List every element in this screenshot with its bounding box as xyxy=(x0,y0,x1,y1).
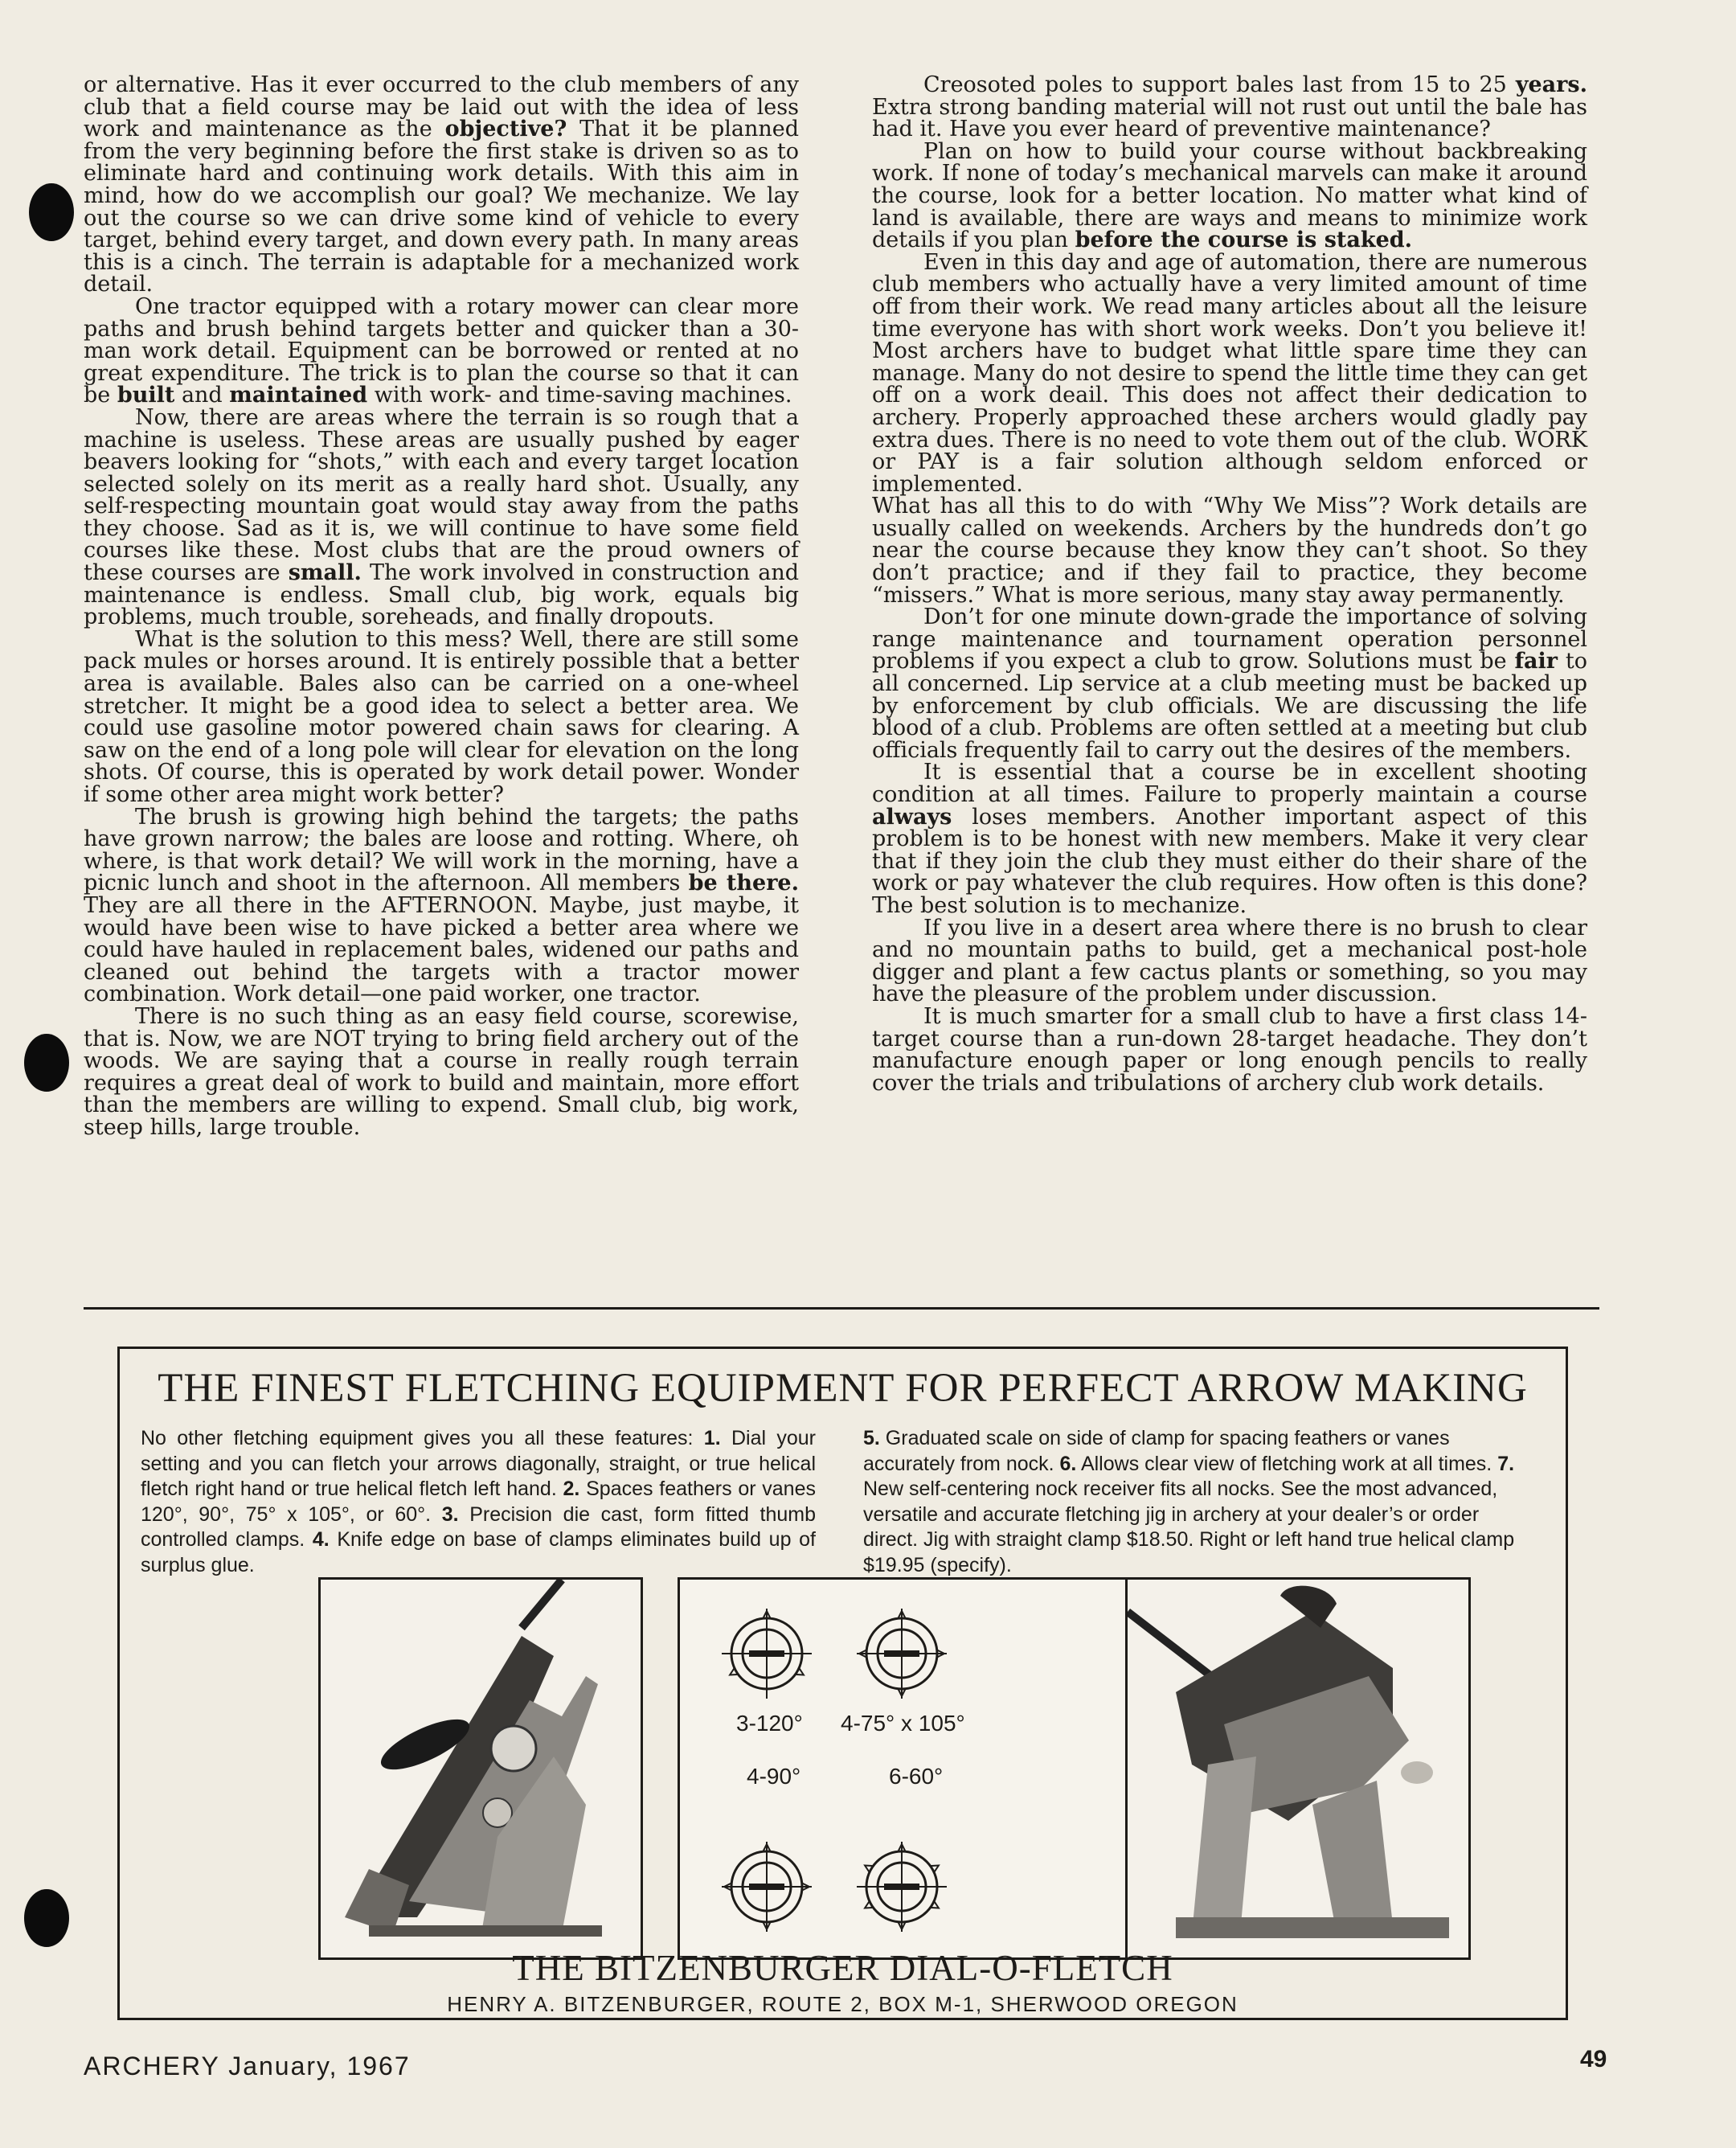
bold-run: objective? xyxy=(444,117,567,142)
ad-headline: THE FINEST FLETCHING EQUIPMENT FOR PERFECT ARROW MAKING xyxy=(158,1366,1528,1411)
text-run: There is no such thing as an easy field course, scorewise, that is. Now, we are NOT trying to bring field archery out of the woods. We are saying that a course in really rough terrain requires a great deal of work to build and maintain, more effort than the members are willing to expend. Small club, big work, steep hills, large trouble. xyxy=(84,1003,799,1140)
text-run: The work involved in construction and maintenance is endless. Small club, big work, equals big problems, much trouble, soreheads, and finally dropouts. xyxy=(84,560,799,630)
bold-run: 2. xyxy=(563,1478,580,1500)
article-right-column xyxy=(872,74,1587,1094)
bold-run: fair xyxy=(1514,649,1558,674)
text-run: That it be planned from the very beginning before the first stake is driven so as to eliminate hard and continuing work details. With this aim in mind, how do we accomplish our goal? We mechanize. We lay out the course so we can drive some kind of vehicle to every target, behind every target, and down every path. In many areas this is a cinch. The terrain is adaptable for a mechanized work detail. xyxy=(84,117,800,297)
article-paragraph xyxy=(872,1003,1587,1096)
label-4-90: 4-90° xyxy=(747,1764,801,1789)
text-run: Spaces feathers or vanes 120°, 90°, 75° x 105°, or 60°. xyxy=(141,1478,816,1526)
ad-features-right xyxy=(863,1426,1538,1578)
bold-run: 4. xyxy=(312,1528,330,1551)
fletching-jig-photo-left xyxy=(318,1577,643,1960)
article-paragraph xyxy=(84,806,799,1006)
article-paragraph xyxy=(872,917,1587,1006)
fletching-advertisement xyxy=(117,1347,1568,2020)
text-run: Dial your setting and you can fletch your arrows diagonally, straight, or true helical fletch right hand or true helical fletch left hand. xyxy=(141,1427,816,1500)
fletching-jig-photo-right xyxy=(1125,1577,1471,1960)
binder-hole-bottom xyxy=(24,1889,69,1947)
text-run: They are all there in the AFTERNOON. Maybe, just maybe, it would have been wise to have picked a better area where we could have hauled in replacement bales, widened our paths and cleaned out behind the targets with a tractor mower combination. Work detail—one paid worker, one tractor. xyxy=(84,892,799,1007)
text-run: Now, there are areas where the terrain is so rough that a machine is useless. These areas are usually pushed by eager beavers looking for “shots,” with each and every target location selected solely on its merit as a really hard shot. Usually, any self-respecting mountain goat would stay away from the paths they choose. Sad as it is, we will continue to have some field courses like these. Most clubs that are the proud owners of these courses are xyxy=(84,404,799,586)
text-run: One tractor equipped with a rotary mower can clear more paths and brush behind targets better and quicker than a 30-man work detail. Equipment can be borrowed or rented at no great expenditure. The trick is to plan the course so that it can be xyxy=(84,293,799,408)
article-paragraph xyxy=(872,138,1587,253)
bold-run: 1. xyxy=(703,1427,721,1449)
magazine-footer: ARCHERY January, 1967 xyxy=(84,2052,411,2080)
article-paragraph xyxy=(84,404,799,630)
article-paragraph xyxy=(872,249,1587,497)
binder-hole-top xyxy=(29,183,74,241)
text-run: Extra strong banding material will not rust out until the bale has had it. Have you ever heard of preventive maintenance? xyxy=(872,94,1587,142)
text-run: It is essential that a course be in excellent shooting condition at all times. Failure to properly maintain a course xyxy=(872,760,1587,807)
bold-run: small. xyxy=(288,560,362,586)
bold-run: built xyxy=(117,383,175,408)
binder-hole-middle xyxy=(24,1034,69,1092)
bold-run: always xyxy=(872,804,952,830)
text-run: Plan on how to build your course without backbreaking work. If none of today’s mechanical marvels can make it around the course, look for a better location. No matter what kind of land is available, there are ways and means to minimize work details if you plan xyxy=(872,138,1587,253)
text-run: and xyxy=(174,383,230,408)
label-6-60: 6-60° xyxy=(889,1764,944,1789)
article-paragraph xyxy=(872,74,1587,141)
text-run: What is the solution to this mess? Well, there are still some pack mules or horses around. It is entirely possible that a better area is available. Bales also can be carried on a one-wheel stretcher. It might be a good idea to select a better area. We could use gasoline motor powered chain saws for clearing. A saw on the end of a long pole will clear for elevation on the long shots. Of course, this is operated by work detail power. Wonder if some other area might work better? xyxy=(84,626,799,807)
text-run: It is much smarter for a small club to have a first class 14-target course than a run-down 28-target headache. They don’t manufacture enough paper or long enough pencils to really cover the trials and tribulations of archery club work details. xyxy=(872,1003,1587,1096)
article-left-column xyxy=(84,74,799,1139)
bold-run: be there. xyxy=(688,871,799,896)
article-paragraph xyxy=(84,293,799,408)
text-run: Graduated scale on side of clamp for spacing feathers or vanes accurately from nock. xyxy=(863,1427,1450,1475)
text-run: Allows clear view of fletching work at all times. xyxy=(1076,1452,1498,1475)
label-4-75x105: 4-75° x 105° xyxy=(841,1711,965,1736)
page-number: 49 xyxy=(1580,2046,1607,2072)
bold-run: 3. xyxy=(441,1502,459,1526)
text-run: loses members. Another important aspect of this problem is to be honest with new members. Make it very clear that if they join the club they must either do their share of the work or pay whatever the club requires. How often is this done? The best solution is to mechanize. xyxy=(872,804,1587,918)
text-run: Knife edge on base of clamps eliminates build up of surplus glue. xyxy=(141,1528,816,1576)
text-run: or alternative. Has it ever occurred to the club members of any club that a field course may be laid out with the idea of less work and maintenance as the xyxy=(84,72,799,142)
bold-run: 5. xyxy=(863,1427,880,1449)
article-paragraph xyxy=(872,606,1587,761)
ad-brand-name: THE BITZENBURGER DIAL-O-FLETCH xyxy=(512,1948,1173,1988)
text-run: New self-centering nock receiver fits all nocks. See the most advanced, versatile and accurate fletching jig in archery at your dealer’s or order direct. Jig with straight clamp $18.50. Right or left hand true helical clamp $19.95 (specify). xyxy=(863,1478,1515,1576)
text-run: Even in this day and age of automation, there are numerous club members who actually have a very limited amount of time off from their work. We read many articles about all the leisure time everyone has with short work weeks. Don’t you believe it! Most archers have to budget what little spare time they can manage. Many do not desire to spend the little time they can get off on a work deail. This does not affect their dedication to archery. Properly approached these archers would gladly pay extra dues. There is no need to vote them out of the club. WORK or PAY is a fair solution although seldom enforced or implemented. xyxy=(872,249,1587,497)
text-run: No other fletching equipment gives you all these features: xyxy=(141,1427,704,1449)
text-run: What has all this to do with “Why We Miss”? Work details are usually called on weekends. Archers by the hundreds don’t go near the course because they know they can’t shoot. So they don’t practice; and if they fail to practice, they become “missers.” What is more serious, many stay away permanently. xyxy=(872,494,1587,608)
article-paragraph xyxy=(84,626,799,807)
bold-run: 7. xyxy=(1497,1452,1515,1475)
article-paragraph xyxy=(84,74,799,296)
text-run: Creosoted poles to support bales last from 15 to 25 xyxy=(923,72,1516,97)
text-run: to all concerned. Lip service at a club meeting must be backed up by enforcement by club officials. We are discussing the life blood of a club. Problems are often settled at a meeting but club officials frequently fail to carry out the desires of the members. xyxy=(872,649,1587,763)
text-run: If you live in a desert area where there is no brush to clear and no mountain paths to build, get a mechanical post-hole digger and plant a few cactus plants or something, so you may have the pleasure of the problem under discussion. xyxy=(872,915,1587,1007)
ad-features-left xyxy=(141,1426,816,1578)
section-divider xyxy=(84,1307,1599,1310)
label-3-120: 3-120° xyxy=(736,1711,803,1736)
article-paragraph xyxy=(872,495,1587,606)
article-paragraph xyxy=(872,761,1587,916)
bold-run: before the course is staked. xyxy=(1075,228,1413,253)
article-paragraph xyxy=(84,1003,799,1140)
bold-run: 6. xyxy=(1059,1452,1077,1475)
spacing-diagram xyxy=(678,1577,1140,1960)
text-run: Don’t for one minute down-grade the importance of solving range maintenance and tournament operation personnel problems if you expect a club to grow. Solutions must be xyxy=(872,605,1587,674)
text-run: with work- and time-saving machines. xyxy=(367,383,792,408)
text-run: Precision die cast, form fitted thumb controlled clamps. xyxy=(141,1502,817,1551)
bold-run: years. xyxy=(1515,72,1587,97)
ad-address: HENRY A. BITZENBURGER, ROUTE 2, BOX M-1, SHERWOOD OREGON xyxy=(447,1992,1239,2016)
bold-run: maintained xyxy=(229,383,368,408)
text-run: The brush is growing high behind the targets; the paths have grown narrow; the bales are loose and rotting. Where, oh where, is that work detail? We will work in the morning, have a picnic lunch and shoot in the afternoon. All members xyxy=(84,804,799,896)
